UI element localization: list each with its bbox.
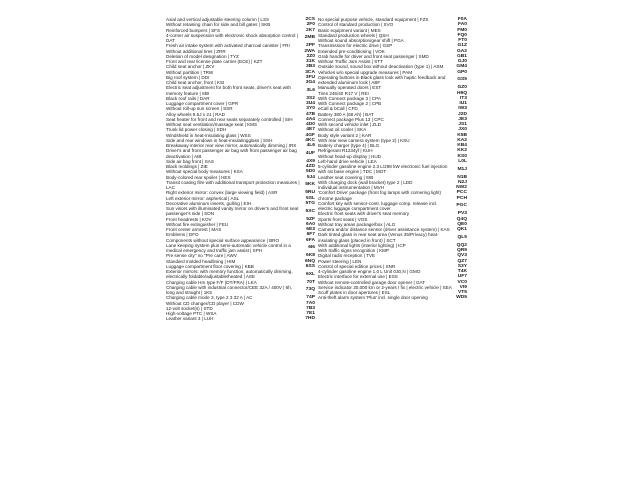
option-code: GP0 [457,69,467,75]
option-code: WD5 [456,295,467,301]
option-entry [166,285,315,296]
option-description: Battery 380 A (68 Ah) | BAT [318,111,374,117]
option-code: T4K [457,269,467,274]
option-description: Pre sense city" no "Pre care | AWV [166,253,237,259]
option-code: 3FU [305,74,315,80]
option-code: VT5 [458,290,467,295]
option-code: 3U4 [306,101,315,106]
option-description: Vehicles w/o special upgrade measures | PAM [318,69,413,75]
option-description: Without partition | TRW [166,69,214,75]
option-code: 6XL [306,271,315,277]
option-code: QL5 [457,234,467,240]
option-code: 6F7 [306,232,315,238]
option-code: 6A0 [306,221,315,227]
option-description: Without seat ventilation/massage seat | KMS [166,122,258,127]
option-description: 'Comfort Drive' package (front fog lamps with cornering light) [318,190,442,196]
option-entry [318,232,467,243]
option-description: Without head-up display | HUD [318,153,381,159]
option-code: QZ7 [457,258,467,264]
option-description: 12-volt socket(s) | STD [166,305,213,311]
option-description: Driver's and front passenger air bag with front passenger air bag deactivation | AIB [166,148,297,159]
option-code: QE0 [457,221,467,227]
option-description: Operating buttons in Black glass look with haptic feedback and extended aluminum look | ABF [318,74,446,85]
option-description: 4-cylinder gasoline engine 1.0 L Unit 030,N | GMO [318,269,421,274]
option-code: GJ0 [457,59,467,64]
option-code: 2K7 [306,27,315,33]
option-code: IW3 [458,106,467,112]
option-code: 2Z0 [306,53,315,59]
option-description: chrome package [318,195,352,201]
option-description: Without tray areas package/box | ALG [318,221,396,227]
option-description: Without retaining chain for side and bill gates | SKB [166,22,271,28]
option-entry [166,33,315,44]
option-code: 3L6 [306,87,315,93]
option-code: PCC [456,190,467,196]
option-code: 3S2 [306,95,315,101]
option-code: NW2 [456,185,467,190]
option-description: With charging dock (wall bracket) type 2 | LDD [318,179,413,185]
option-code: VI9 [459,284,467,290]
option-description: With traffic signs recognition | KMP [318,248,390,253]
option-description: Transmission for electric drive | GSP [318,43,393,49]
option-code: FQ0 [457,32,467,38]
option-code: 4E7 [306,127,315,133]
option-code: 31K [306,59,315,64]
option-description: Battery charger (type 4) | BLG [318,143,380,148]
option-code: 7E1 [306,311,315,316]
option-code: G1Z [457,43,467,49]
option-code: 4KC [305,137,315,143]
option-description: Control of special edition prices | SNR [318,263,396,269]
option-code: 5RU [305,190,315,196]
option-code: L0L [458,158,467,164]
option-description: Deletion of model designation | TYZ [166,53,239,59]
option-code: 5D0 [306,169,315,175]
option-code: 7B3 [306,305,315,311]
option-code: N2J [458,179,467,185]
option-code: 4X9 [306,158,315,164]
option-description: Camera and/or distance sensor (driver assistance system) | KAS [318,227,450,232]
option-code: 5XC [305,208,315,214]
option-description: 4-corner air suspension with electronic shock absorption control | DAT [166,32,298,43]
option-description: With rear view camera system (type 2) | KSU [318,137,410,143]
option-code: 2F0 [306,22,315,28]
option-description: Basic equipment variant | MES [318,27,381,33]
option-description: Without remote-controlled garage door opener | GAT [318,279,426,285]
option-description: Front center armrest | MAS [166,227,222,232]
option-code: 5SL [306,195,315,201]
option-description: Standard molded headlining | HIM [166,258,236,264]
option-code: KK2 [457,148,467,154]
option-code: 3B3 [306,64,315,70]
option-code: QK1 [456,227,467,232]
option-code: J2D [458,111,467,117]
option-description: Refrigerant R1234yf | KUH [318,148,373,154]
option-description: Extended pre-conditioning | VOK [318,48,385,54]
option-description: Service indicator 30,000 km or 2-years / fix | electric vehicle | SEA [318,284,452,290]
option-description: With second vehicle inlet | ZLD [318,122,381,127]
option-description: Front headrests | KOV [166,216,212,222]
option-code: 5J4 [306,174,315,180]
option-description: Transit coating film with additional transport protection measures | LAC [166,179,300,190]
option-code: FA0 [458,22,467,28]
option-description: Child seat anchor | ZKV [166,64,215,70]
option-description: Electric seat adjustment for both front seats, driver's seat with memory feature | SBI [166,85,291,96]
option-description: With Connect package 2 | CPB [318,101,382,106]
option-entry [166,206,315,217]
option-description: Charging cable Hm type F/F (DT/FRA) | LKA [166,279,257,285]
option-code: GA2 [456,48,467,54]
option-code: PCH [456,195,467,201]
option-description: eCall & bCall | CFD [318,106,358,112]
option-description: Without sound absorption/gear shift | PGA [318,38,404,43]
option-code: 2CS [305,17,315,22]
option-code: QR9 [456,248,467,253]
option-description: Power steering | LEN [318,258,362,264]
option-description: Anti-theft alarm system 'Plus' incl. single door opening [318,295,428,301]
option-description: Charging cable with industrial connector/CEE 32A / 400V | 6h, long and straight | 1K5 [166,284,293,295]
option-description: Manually operated doors | EST [318,85,382,91]
option-code: 2PF [306,43,315,49]
option-entry [318,75,467,86]
option-code: F0A [457,17,467,22]
option-code: 6FA [306,237,315,243]
option-description: Without oil cooler | SKA [318,127,367,133]
option-description: Windshield in heat-insulating glass | WSS [166,132,251,138]
option-code: 4ZD [305,164,315,169]
option-description: Control of standard production | SVO [318,22,394,28]
option-code: VC0 [457,279,467,285]
option-description: Without additional tires | ZRR [166,48,226,54]
option-description: Side and rear windows in heat-insulatingglass | SSH [166,137,273,143]
option-code: 47B [306,111,315,117]
option-code: 5KK [305,182,315,188]
option-code: 6E3 [306,227,315,232]
option-code: 3G4 [305,80,315,85]
option-description: Without fire extinguisher | FEU [166,221,229,227]
option-code: 6K8 [306,253,315,259]
option-description: Standard production wheels | QSH [318,32,389,38]
option-description: Digital radio reception | TVE [318,253,376,259]
option-code: 4D0 [306,122,315,127]
option-code: M1J [457,166,467,172]
option-description: Outside sound, sound box without deactivation (type 1) | ASM [318,64,444,70]
option-description: Components without special surface appearance | BRO [166,237,280,243]
option-description: Left-hand drive vehicle | LEA [318,158,377,164]
option-code: 7HD [305,316,315,322]
option-code: 2MB [304,35,315,41]
option-entry [166,316,315,321]
option-description: Black roof rails | DAR [166,95,210,101]
option-description: Leather seat covering | SIB [318,174,374,180]
option-code: JX0 [458,127,467,133]
option-description: Big roof system | DDI [166,74,210,80]
option-code: 4A4 [306,116,315,122]
option-code: 6I6 [308,245,315,251]
option-description: Comfort key with sensor-contr. luggage comp. release incl. electric luggage compartment cover [318,200,438,211]
option-description: Lane keeping system plus semi-automatic vehicle control in a medical emergency and traffic jam assist | SPH [166,242,291,253]
option-code: QV3 [457,253,467,259]
option-description: No special purpose vehicle, standard equipment | FZS [318,17,429,22]
option-description: Front and rear license plate carrier (ECE) | KZT [166,59,263,64]
option-description: Emblems | DFO [166,232,199,238]
option-description: Breakaway interior rear view mirror, automatically dimming | IRS [166,143,297,148]
option-entry [166,269,315,280]
option-description: Black moldings | ZIE [166,164,208,169]
option-code: 74P [306,295,315,301]
option-description: Leather variant 3 | LUH [166,316,214,322]
option-code: Q4Q [456,216,467,222]
option-code: S3Y [457,263,467,269]
option-code: 5ZF [306,216,315,222]
option-description: Dark tinted glass in rear seat area (Venus 35/Privacy) heat-insulating glass (placed in front) | SCT [318,232,439,243]
option-code: PV3 [457,211,467,217]
option-entry [166,180,315,191]
option-description: Seat heater for front and rear seats separately controlled | SIH [166,116,293,122]
option-code: GS5 [457,77,467,83]
option-code: N1B [457,174,467,180]
option-code: 3Y0 [306,106,315,112]
option-entry [318,295,467,300]
option-description: Individual instrumentation | MVH [318,185,385,190]
option-entry [166,148,315,159]
option-code: 70T [306,279,315,285]
option-description: Electric interface for external use | ESS [318,274,398,280]
option-description: Child seat anchor, front | KSI [166,80,225,85]
option-code: 6NQ [304,258,315,264]
option-code: GB1 [456,53,467,59]
option-description: Left exterior mirror: aspherical | ASL [166,195,240,201]
option-entry [166,85,315,96]
left-column [166,17,315,480]
option-code: PGC [456,203,467,209]
option-description: Luggage compartment floor covering | KBB [166,263,254,269]
option-code: 6SS [305,263,315,269]
option-description: Connect package Plus 13 | CPC [318,116,384,122]
option-code: 5TG [305,200,315,206]
option-description: Side air bag front | SAS [166,158,214,164]
option-code: 4UF [305,150,315,156]
option-description: High-voltage PTC | WSA [166,311,217,316]
option-description: Axial and vertical adjustable steering column | LSS [166,17,270,22]
option-description: With additional lights (interior lighting) | ICP [318,242,406,248]
option-description: Without roll-up sun screen | SSR [166,106,233,112]
option-code: 73Q [305,287,315,293]
option-code: GZ0 [457,85,467,91]
option-description: Body style variant 2 | KAR [318,132,372,138]
option-code: 4GF [305,132,315,138]
option-description: Exterior mirrors: with memory function, automatically dimming, electrically foldable/adjustable/heated | ASE [166,269,293,280]
option-entry [166,243,315,254]
option-description: Trunk lid power closing | SDH [166,127,227,133]
option-description: With Connect package 3 | CPA [318,95,381,101]
option-description: Right exterior mirror: convex (large viewing field) | ASR [166,190,278,196]
option-code: 2WA [304,48,315,54]
option-code: IT3 [459,95,467,101]
option-code: KS0 [457,153,467,159]
option-description: Charging cable mode 3, type 2 3 32 A | AC [166,295,253,301]
option-description: Tires 245/40 R17 V | REI [318,90,369,96]
option-code: FT0 [458,38,467,43]
option-description: Scuff plates in door apertures | ESL [318,290,391,295]
option-code: GM4 [456,64,467,70]
right-column [318,17,467,480]
option-description: Grab handle for driver and front seat passenger | SMD [318,53,429,59]
option-code: KB4 [457,143,467,148]
option-description: 5-cylinder gasoline engine 2.3 L/298 kW electronic fuel injection with rat base engine | TDC | MOT [318,164,448,175]
option-description: Alloy wheels 9.5J x 21 | RAD [166,111,225,117]
option-code: K5B [457,132,467,138]
option-description: Decorative aluminum inserts, gulling | EIH [166,200,252,206]
option-code: KA2 [457,137,467,143]
option-code: IU1 [459,101,467,106]
option-code: 3CA [305,69,315,75]
option-code: FM0 [457,27,467,33]
option-description: Body-colored rear spoiler | HES [166,174,231,180]
option-entry [318,201,467,212]
option-code: UF7 [457,274,467,280]
option-code: H9Q [456,90,467,96]
option-description: Reinforced bumpers | SFS [166,27,221,33]
option-description: Fresh air intake system with activated charcoal canister | FRI [166,43,290,49]
option-description: Without special body measures | KSA [166,169,243,175]
option-code: 4L6 [306,143,315,148]
option-code: 7A0 [306,300,315,306]
option-code: QQ2 [456,242,467,248]
option-description: Electric front seats with driver's seat memory [318,211,409,217]
option-description: Luggage compartment cover | GPR [166,101,239,106]
option-description: Sports front seats | VOS [318,216,368,222]
option-description: Without Traffic Jam Assist | STT [318,59,383,64]
option-description: Without CD changer/CD player | CDW [166,300,244,306]
option-description: Sun visors with illuminated vanity mirror on driver's and front seat passenger's side | SON [166,206,299,217]
option-code: JS1 [458,122,467,127]
option-entry [318,164,467,175]
option-code: JE3 [458,116,467,122]
